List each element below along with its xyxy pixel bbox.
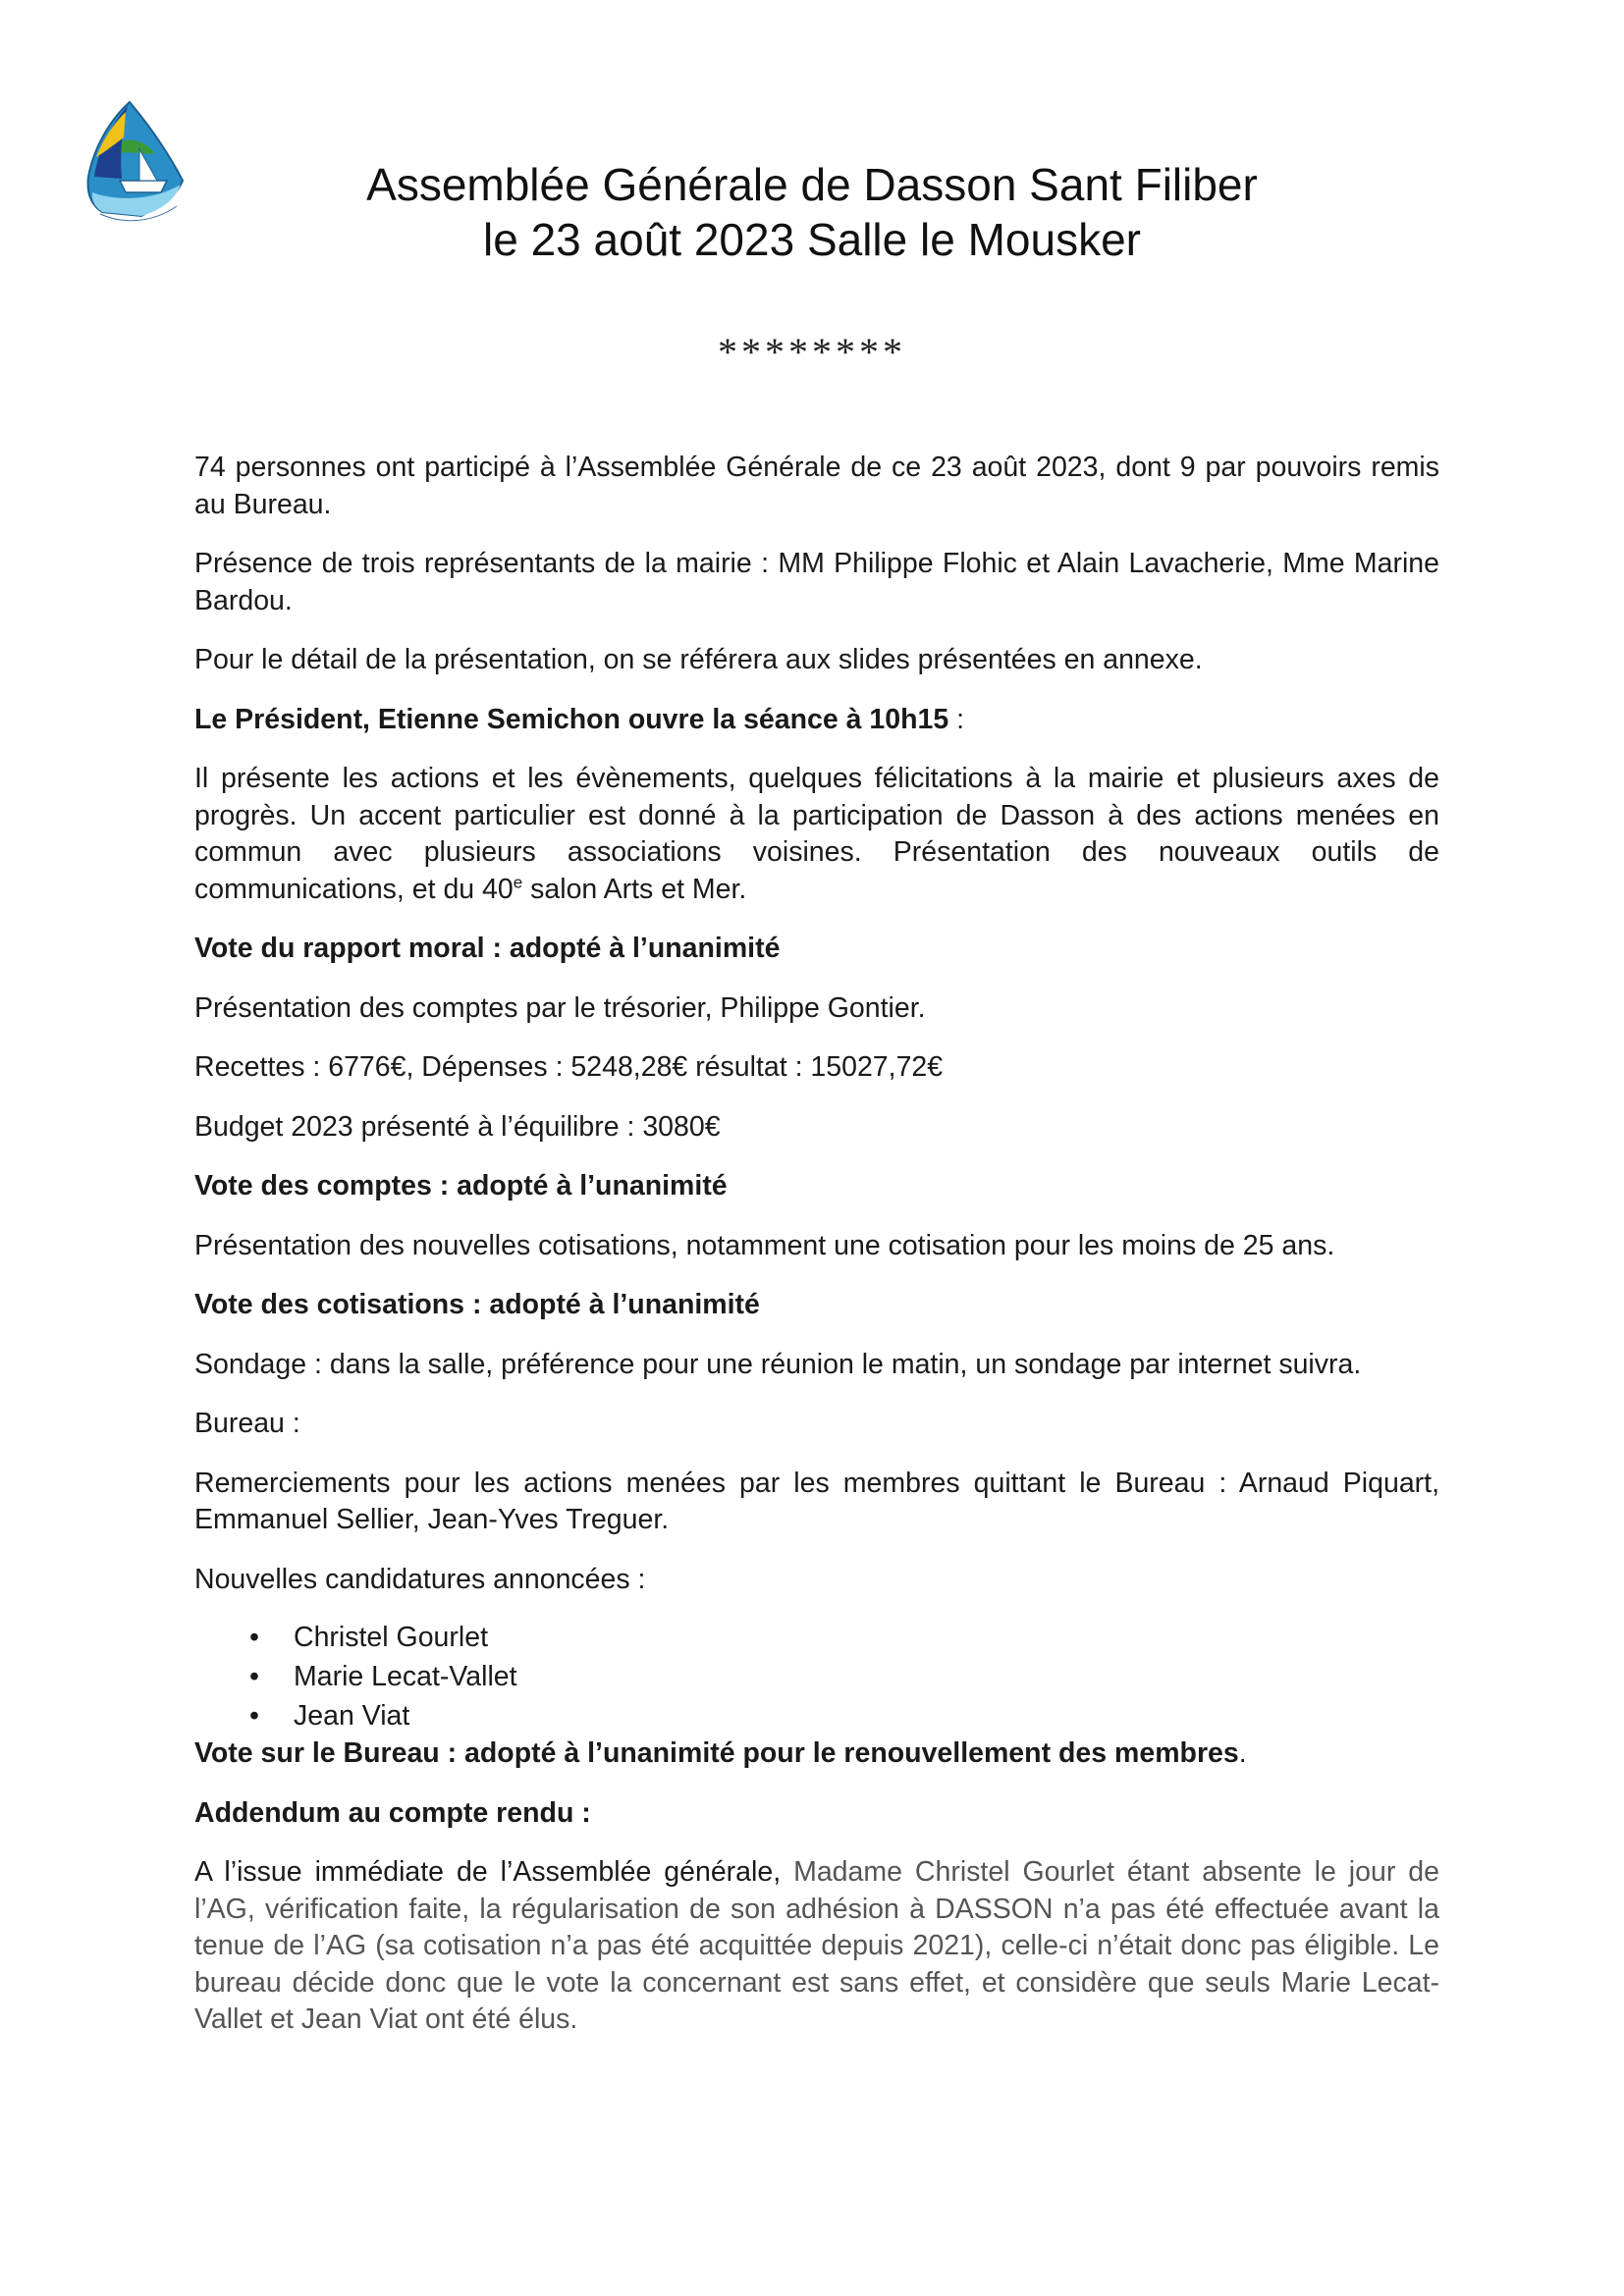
bullet-icon: • xyxy=(249,1622,259,1653)
separator-stars: ******** xyxy=(718,330,906,374)
vote-cotisations-heading: Vote des cotisations : adopté à l’unanimité xyxy=(194,1289,760,1320)
vote-bureau-period: . xyxy=(1238,1737,1247,1769)
addendum-paragraph xyxy=(194,1854,1439,2039)
list-item xyxy=(194,1696,1439,1735)
vote-moral-heading: Vote du rapport moral : adopté à l’unanimité xyxy=(194,933,781,964)
president-heading-text: Le Président, Etienne Semichon ouvre la séance à 10h15 xyxy=(194,703,949,735)
candidate-name: Marie Lecat-Vallet xyxy=(294,1661,517,1692)
survey-paragraph: Sondage : dans la salle, préférence pour une réunion le matin, un sondage par internet suivra. xyxy=(194,1348,1362,1380)
bullet-icon: • xyxy=(249,1700,259,1732)
title-line-1: Assemblée Générale de Dasson Sant Filiber xyxy=(366,159,1258,210)
addendum-heading: Addendum au compte rendu : xyxy=(194,1796,591,1829)
candidate-name: Jean Viat xyxy=(294,1700,410,1732)
report-text: Il présente les actions et les évènements, quelques félicitations à la mairie et plusieurs axes de progrès. Un accent particulier est donné à la participation de Dasson à des actions menées en commun avec plusieurs associations voisines. Présentation des nouveaux outils de communications, et du 40 xyxy=(194,763,1439,905)
president-heading xyxy=(194,702,1439,739)
cotisations-paragraph: Présentation des nouvelles cotisations, notamment une cotisation pour les moins de 25 ans. xyxy=(194,1229,1335,1261)
candidate-name: Christel Gourlet xyxy=(294,1622,488,1653)
document-body xyxy=(194,450,1439,2061)
document-title xyxy=(0,157,1624,267)
slides-paragraph: Pour le détail de la présentation, on se référera aux slides présentées en annexe. xyxy=(194,644,1203,675)
budget-line: Budget 2023 présenté à l’équilibre : 3080€ xyxy=(194,1110,721,1143)
candidates-list xyxy=(194,1618,1439,1735)
bullet-icon: • xyxy=(249,1661,259,1692)
vote-accounts-heading: Vote des comptes : adopté à l’unanimité xyxy=(194,1170,728,1201)
president-heading-colon: : xyxy=(948,703,965,735)
list-item xyxy=(194,1618,1439,1657)
thanks-paragraph: Remerciements pour les actions menées par les membres quittant le Bureau : Arnaud Piquart, Emmanuel Sellier, Jean-Yves Treguer. xyxy=(194,1467,1439,1535)
report-text-end: salon Arts et Mer. xyxy=(522,873,747,905)
vote-bureau-line xyxy=(194,1735,1439,1773)
accounts-figures: Recettes : 6776€, Dépenses : 5248,28€ résultat : 15027,72€ xyxy=(194,1051,944,1083)
attendance-paragraph: 74 personnes ont participé à l’Assemblée Générale de ce 23 août 2023, dont 9 par pouvoirs remis au Bureau. xyxy=(194,452,1439,520)
representatives-paragraph: Présence de trois représentants de la mairie : MM Philippe Flohic et Alain Lavacherie, Mme Marine Bardou. xyxy=(194,548,1439,616)
addendum-text-rest: Madame Christel Gourlet étant absente le jour de l’AG, vérification faite, la régularisation de son adhésion à DASSON n’a pas été effectuée avant la tenue de l’AG (sa cotisation n’a pas été acquittée depuis 2021), celle-ci n’était donc pas éligible. Le bureau décide donc que le vote la concernant est sans effet, et considère que seuls Marie Lecat-Vallet et Jean Viat ont été élus. xyxy=(194,1856,1439,2035)
candidates-intro: Nouvelles candidatures annoncées : xyxy=(194,1563,646,1595)
title-line-2: le 23 août 2023 Salle le Mousker xyxy=(483,214,1141,265)
ordinal-superscript: e xyxy=(513,873,523,891)
addendum-text-start: A l’issue immédiate de l’Assemblée générale, xyxy=(194,1856,794,1888)
president-report-paragraph xyxy=(194,761,1439,908)
accounts-presentation: Présentation des comptes par le trésorier, Philippe Gontier. xyxy=(194,991,926,1024)
bureau-label: Bureau : xyxy=(194,1408,300,1439)
vote-bureau-heading: Vote sur le Bureau : adopté à l’unanimité pour le renouvellement des membres xyxy=(194,1737,1239,1769)
list-item xyxy=(194,1657,1439,1696)
